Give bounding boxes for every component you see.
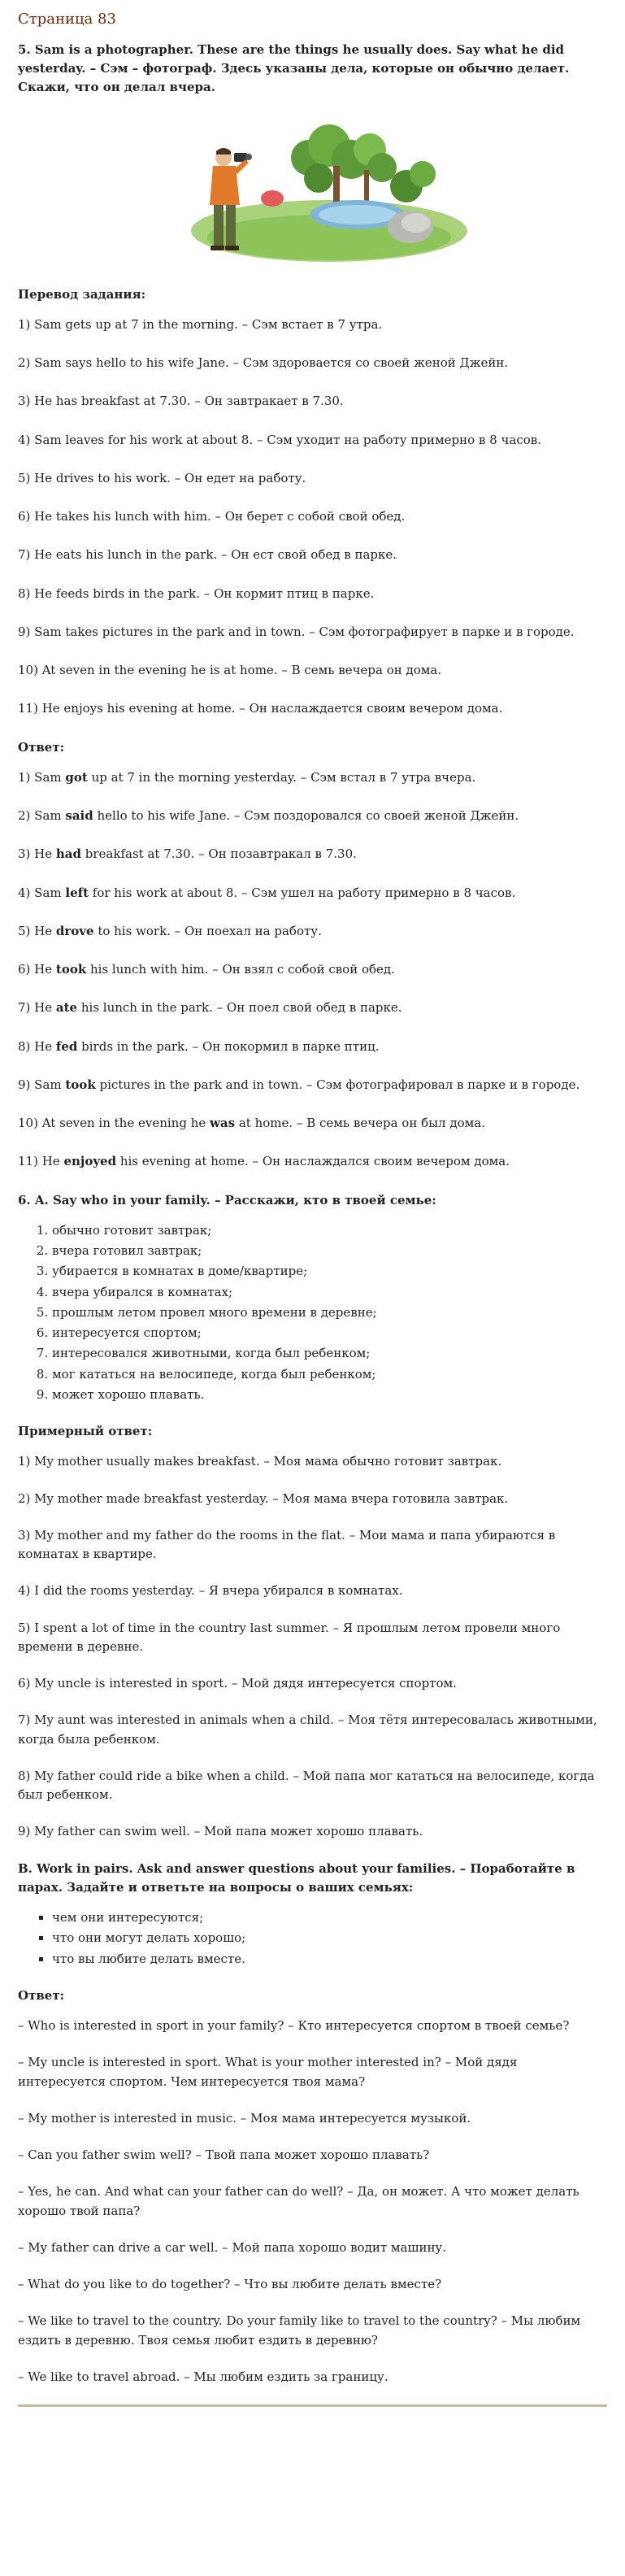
answer-line: 3) He had breakfast at 7.30. – Он позавтракал в 7.30. (18, 846, 357, 862)
answer-line: 5) I spent a lot of time in the country last summer. – Я прошлым летом провели много времени в деревне. (18, 1620, 561, 1654)
answer-line: 2) My mother made breakfast yesterday. – Моя мама вчера готовила завтрак. (18, 1490, 509, 1506)
task5-translation-heading: Перевод задания: (18, 286, 146, 302)
dialogue-line: – Yes, he can. And what can your father can do well? – Да, он может. А что может делать хорошо твой папа? (18, 2184, 579, 2218)
answer-line: 9) Sam took pictures in the park and in town. – Сэм фотографировал в парке и в городе. (18, 1077, 580, 1092)
list-item: ▪ что вы любите делать вместе. (52, 1950, 607, 1969)
translation-line: 7) He eats his lunch in the park. – Он ест свой обед в парке. (18, 547, 397, 563)
past-verb: fed (55, 1038, 78, 1054)
task6a-heading: 6. A. Say who in your family. – Расскажи, кто в твоей семье: (18, 1192, 436, 1208)
list-item: 1. обычно готовит завтрак; (52, 1221, 607, 1240)
question-topics-list (18, 1908, 607, 1969)
page-title: Страница 83 (18, 11, 116, 28)
bottom-divider (18, 2404, 607, 2407)
translation-line: 8) He feeds birds in the park. – Он кормит птиц в парке. (18, 585, 375, 601)
past-verb: enjoyed (63, 1154, 117, 1169)
list-item: 6. интересуется спортом; (52, 1324, 607, 1342)
list-item: ▪ чем они интересуются; (52, 1908, 607, 1927)
task6b-heading: B. Work in pairs. Ask and answer questions about your families. – Поработайте в парах. Задайте и ответьте на вопросы о ваших семьях: (18, 1860, 575, 1895)
dialogue-line: – Can you father swim well? – Твой папа может хорошо плавать? (18, 2147, 430, 2163)
answer-line: 8) He fed birds in the park. – Он покормил в парке птиц. (18, 1038, 380, 1054)
past-verb: ate (55, 1000, 78, 1016)
answer-line: 10) At seven in the evening he was at home. – В семь вечера он был дома. (18, 1116, 486, 1131)
dialogue-line: – Who is interested in sport in your family? – Кто интересуется спортом в твоей семье? (18, 2018, 570, 2034)
past-verb: got (65, 769, 88, 785)
answer-line: 11) He enjoyed his evening at home. – Он наслаждался своим вечером дома. (18, 1154, 510, 1169)
list-item: ▪ что они могут делать хорошо; (52, 1929, 607, 1947)
past-verb: had (55, 846, 82, 862)
list-item: 8. мог кататься на велосипеде, когда был ребенком; (52, 1365, 607, 1384)
list-item: 7. интересовался животными, когда был ребенком; (52, 1344, 607, 1363)
answer-line: 6) He took his lunch with him. – Он взял с собой свой обед. (18, 962, 395, 977)
list-item: 2. вчера готовил завтрак; (52, 1242, 607, 1260)
past-verb: took (55, 962, 87, 977)
task5-heading: 5. Sam is a photographer. These are the things he usually does. Say what he did yesterday. – Сэм – фотограф. Здесь указаны дела, которые он обычно делает. Скажи, что он делал вчера. (18, 41, 570, 95)
answer-line: 7) My aunt was interested in animals when a child. – Моя тётя интересовалась животными, когда была ребенком. (18, 1712, 597, 1747)
translation-line: 9) Sam takes pictures in the park and in town. – Сэм фотографирует в парке и в городе. (18, 624, 575, 639)
list-item: 5. прошлым летом провел много времени в деревне; (52, 1303, 607, 1322)
task5-answer-heading: Ответ: (18, 739, 65, 755)
photographer-illustration (18, 109, 625, 268)
translation-line: 3) He has breakfast at 7.30. – Он завтракает в 7.30. (18, 394, 344, 409)
past-verb: drove (55, 923, 94, 938)
family-duties-list (18, 1221, 607, 1404)
past-verb: took (65, 1077, 96, 1092)
answer-line: 9) My father can swim well. – Мой папа может хорошо плавать. (18, 1824, 423, 1839)
answer-line: 5) He drove to his work. – Он поехал на работу. (18, 923, 322, 938)
translation-line: 4) Sam leaves for his work at about 8. – Сэм уходит на работу примерно в 8 часов. (18, 432, 541, 447)
answer-line: 1) My mother usually makes breakfast. – Моя мама обычно готовит завтрак. (18, 1454, 502, 1469)
list-item: 9. может хорошо плавать. (52, 1386, 607, 1404)
dialogue-line: – What do you like to do together? – Что вы любите делать вместе? (18, 2277, 442, 2292)
answer-line: 4) Sam left for his work at about 8. – Сэм ушел на работу примерно в 8 часов. (18, 885, 516, 900)
translation-line: 2) Sam says hello to his wife Jane. – Сэм здоровается со своей женой Джейн. (18, 355, 509, 371)
translation-line: 10) At seven in the evening he is at home. – В семь вечера он дома. (18, 663, 442, 678)
answer-line: 6) My uncle is interested in sport. – Мой дядя интересуется спортом. (18, 1676, 457, 1691)
list-item: 4. вчера убирался в комнатах; (52, 1283, 607, 1302)
dialogue-line: – We like to travel abroad. – Мы любим ездить за границу. (18, 2369, 388, 2384)
translation-line: 6) He takes his lunch with him. – Он берет с собой свой обед. (18, 509, 406, 524)
past-verb: left (65, 885, 89, 900)
task6b-answer-heading: Ответ: (18, 1987, 65, 2003)
answer-line: 4) I did the rooms yesterday. – Я вчера убирался в комнатах. (18, 1583, 403, 1599)
answer-line: 3) My mother and my father do the rooms in the flat. – Мои мама и папа убираются в комнатах в квартире. (18, 1527, 556, 1562)
past-verb: was (210, 1116, 236, 1131)
dialogue-line: – My mother is interested in music. – Моя мама интересуется музыкой. (18, 2110, 471, 2126)
task6a-answer-heading: Примерный ответ: (18, 1424, 153, 1439)
dialogue-line: – My uncle is interested in sport. What is your mother interested in? – Мой дядя интересуется спортом. Чем интересуется твоя мама? (18, 2055, 518, 2089)
answer-line: 1) Sam got up at 7 in the morning yesterday. – Сэм встал в 7 утра вчера. (18, 769, 476, 785)
answer-line: 2) Sam said hello to his wife Jane. – Сэм поздоровался со своей женой Джейн. (18, 808, 519, 824)
dialogue-line: – My father can drive a car well. – Мой папа хорошо водит машину. (18, 2239, 447, 2255)
translation-line: 1) Sam gets up at 7 in the morning. – Сэм встает в 7 утра. (18, 316, 383, 332)
dialogue-line: – We like to travel to the country. Do your family like to travel to the country? – Мы любим ездить в деревню. Твоя семья любит ездить в деревню? (18, 2313, 581, 2348)
list-item: 3. убирается в комнатах в доме/квартире; (52, 1262, 607, 1281)
translation-line: 5) He drives to his work. – Он едет на работу. (18, 470, 306, 485)
answer-line: 7) He ate his lunch in the park. – Он поел свой обед в парке. (18, 1000, 402, 1016)
translation-line: 11) He enjoys his evening at home. – Он наслаждается своим вечером дома. (18, 701, 503, 716)
answer-line: 8) My father could ride a bike when a child. – Мой папа мог кататься на велосипеде, когда был ребенком. (18, 1768, 595, 1803)
past-verb: said (65, 808, 93, 824)
